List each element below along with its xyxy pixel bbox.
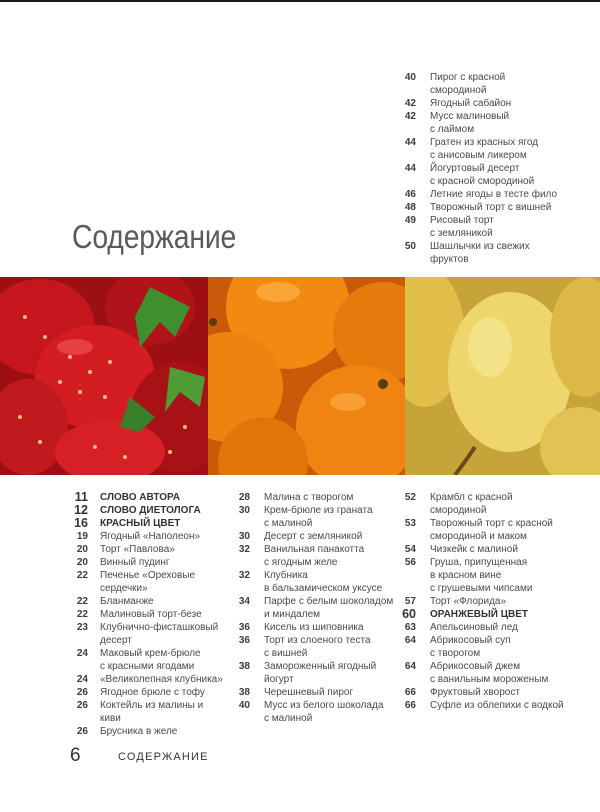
toc-entry (398, 71, 594, 97)
toc-entry-line: СЛОВО АВТОРА (100, 492, 181, 503)
toc-page-number: 64 (404, 635, 416, 646)
toc-column-1 (66, 491, 226, 738)
toc-entry-line: с красной смородиной (430, 176, 535, 187)
page-title: Содержание (72, 218, 237, 255)
toc-entry-line: Ягодный сабайон (430, 98, 512, 109)
toc-page-number: 36 (238, 622, 250, 633)
toc-entry-title (100, 595, 226, 608)
toc-entry-line: йогурт (264, 674, 294, 685)
toc-entry (398, 136, 594, 162)
toc-column-3 (398, 491, 594, 712)
toc-entry (66, 543, 226, 556)
pears-photo (405, 277, 600, 475)
toc-entry-title (264, 543, 398, 569)
toc-entry-line: Винный пудинг (100, 557, 170, 568)
toc-page-number: 57 (404, 596, 416, 607)
toc-page-number: 40 (238, 700, 250, 711)
toc-entry-line: Бланманже (100, 596, 154, 607)
toc-entry-title (264, 491, 398, 504)
toc-page-number: 22 (76, 596, 88, 607)
toc-page-number: 66 (404, 700, 416, 711)
toc-page-number: 11 (74, 490, 88, 504)
toc-entry-line: Замороженный ягодный (264, 661, 377, 672)
toc-entry-line: десерт (100, 635, 132, 646)
toc-entry-title (430, 162, 594, 188)
toc-entry-title (264, 634, 398, 660)
toc-entry-line: с лаймом (430, 124, 475, 135)
toc-page-number: 16 (74, 516, 88, 530)
toc-entry-line: с творогом (430, 648, 481, 659)
toc-entry-title (430, 595, 594, 608)
toc-entry (398, 110, 594, 136)
toc-entry-line: Ванильная панакотта (264, 544, 365, 555)
toc-page-number: 28 (238, 492, 250, 503)
toc-entry-line: Мусс из белого шоколада (264, 700, 384, 711)
toc-entry (398, 660, 594, 686)
toc-entry-title (100, 504, 226, 517)
toc-page-number: 20 (76, 544, 88, 555)
toc-entry-title (100, 543, 226, 556)
toc-entry-title (100, 569, 226, 595)
toc-entry (232, 569, 398, 595)
toc-entry-line: Торт «Флорида» (430, 596, 507, 607)
toc-page-number: 36 (238, 635, 250, 646)
toc-page-number: 24 (76, 674, 88, 685)
toc-entry (66, 595, 226, 608)
toc-page-number: 20 (76, 557, 88, 568)
toc-entry (66, 725, 226, 738)
toc-entry-line: Йогуртовый десерт (430, 163, 520, 174)
toc-page-number: 26 (76, 726, 88, 737)
toc-entry (398, 634, 594, 660)
toc-entry-line: КРАСНЫЙ ЦВЕТ (100, 518, 181, 529)
toc-page-number: 34 (238, 596, 250, 607)
toc-entry-line: Парфе с белым шоколадом (264, 596, 394, 607)
toc-entry-line: смородиной (430, 85, 487, 96)
toc-entry (398, 162, 594, 188)
toc-entry-line: Маковый крем-брюле (100, 648, 201, 659)
toc-entry (232, 543, 398, 569)
toc-entry (398, 699, 594, 712)
toc-entry-line: Мусс малиновый (430, 111, 510, 122)
toc-entry (398, 686, 594, 699)
toc-entry-line: Крем-брюле из граната (264, 505, 373, 516)
toc-entry-line: Абрикосовый джем (430, 661, 521, 672)
toc-entry-title (264, 569, 398, 595)
toc-page-number: 42 (404, 98, 416, 109)
toc-entry-title (430, 214, 594, 240)
toc-entry-line: Суфле из облепихи с водкой (430, 700, 564, 711)
toc-entry (66, 621, 226, 647)
toc-entry (398, 97, 594, 110)
toc-entry-title (264, 699, 398, 725)
toc-entry-title (430, 634, 594, 660)
toc-entry-line: Чизкейк с малиной (430, 544, 518, 555)
toc-entry (398, 556, 594, 595)
toc-entry (66, 673, 226, 686)
toc-entry-line: Творожный торт с вишней (430, 202, 552, 213)
toc-entry (66, 699, 226, 725)
toc-entry-line: Груша, припущенная (430, 557, 528, 568)
toc-page-number: 22 (76, 609, 88, 620)
oranges-photo (208, 277, 405, 475)
toc-entry-line: с малиной (264, 713, 313, 724)
toc-entry-line: с малиной (264, 518, 313, 529)
toc-page-number: 48 (404, 202, 416, 213)
toc-entry-title (264, 504, 398, 530)
toc-entry-title (430, 556, 594, 595)
toc-page-number: 63 (404, 622, 416, 633)
toc-entry-title (100, 647, 226, 673)
toc-entry-line: Торт из слоеного теста (264, 635, 371, 646)
toc-entry (398, 201, 594, 214)
toc-page-number: 23 (76, 622, 88, 633)
toc-entry (398, 543, 594, 556)
toc-column-2 (232, 491, 398, 725)
toc-entry (66, 530, 226, 543)
toc-entry-title (430, 686, 594, 699)
toc-entry-line: с ванильным мороженым (430, 674, 549, 685)
toc-entry-title (264, 660, 398, 686)
toc-entry-title (430, 188, 594, 201)
toc-page-number: 32 (238, 570, 250, 581)
toc-entry-line: Печенье «Ореховые (100, 570, 196, 581)
toc-entry (232, 621, 398, 634)
toc-page-number: 46 (404, 189, 416, 200)
toc-entry-title (430, 110, 594, 136)
toc-page-number: 42 (404, 111, 416, 122)
toc-entry (232, 491, 398, 504)
toc-entry-line: Крамбл с красной (430, 492, 513, 503)
strawberries-photo (0, 277, 208, 475)
toc-entry-title (100, 621, 226, 647)
toc-page-number: 50 (404, 241, 416, 252)
toc-entry-line: с грушевыми чипсами (430, 583, 533, 594)
toc-page-number: 38 (238, 687, 250, 698)
toc-entry-title (430, 608, 594, 621)
toc-page-number: 12 (74, 503, 88, 517)
toc-section-entry (398, 608, 594, 621)
toc-entry-line: Гратен из красных ягод (430, 137, 539, 148)
toc-page-number: 30 (238, 531, 250, 542)
toc-entry-title (264, 621, 398, 634)
toc-entry-title (100, 491, 226, 504)
toc-entry (398, 491, 594, 517)
toc-page-number: 53 (404, 518, 416, 529)
toc-entry (232, 504, 398, 530)
toc-entry-title (100, 673, 226, 686)
toc-page-number: 66 (404, 687, 416, 698)
toc-entry-line: Пирог с красной (430, 72, 506, 83)
toc-entry (66, 686, 226, 699)
toc-entry-title (430, 97, 594, 110)
toc-entry-line: Малиновый торт-безе (100, 609, 202, 620)
toc-section-entry (66, 517, 226, 530)
toc-entry (232, 634, 398, 660)
top-rule (0, 0, 600, 2)
toc-entry-line: с земляникой (430, 228, 493, 239)
toc-entry-line: СЛОВО ДИЕТОЛОГА (100, 505, 201, 516)
toc-entry (232, 595, 398, 621)
toc-entry (232, 530, 398, 543)
toc-entry-line: в бальзамическом уксусе (264, 583, 383, 594)
toc-entry-line: Брусника в желе (100, 726, 178, 737)
toc-entry-line: Апельсиновый лед (430, 622, 518, 633)
toc-entry-title (430, 491, 594, 517)
toc-entry-line: Клубнично-фисташковый (100, 622, 219, 633)
toc-entry-line: Коктейль из малины и киви (100, 700, 204, 724)
toc-entry-line: с красными ягодами (100, 661, 195, 672)
toc-page-number: 44 (404, 163, 416, 174)
toc-top-list (398, 71, 594, 266)
toc-page-number: 26 (76, 700, 88, 711)
toc-section-entry (66, 504, 226, 517)
toc-page-number: 60 (402, 607, 416, 621)
toc-entry-line: Кисель из шиповника (264, 622, 364, 633)
toc-entry-line: с ягодным желе (264, 557, 338, 568)
toc-entry (398, 240, 594, 266)
toc-entry-line: ОРАНЖЕВЫЙ ЦВЕТ (430, 609, 529, 620)
toc-entry-line: сердечки» (100, 583, 148, 594)
toc-entry-line: Малина с творогом (264, 492, 354, 503)
toc-page-number: 64 (404, 661, 416, 672)
toc-entry-line: Клубника (264, 570, 308, 581)
toc-entry-line: Ягодный «Наполеон» (100, 531, 201, 542)
toc-entry-title (430, 517, 594, 543)
toc-page-number: 38 (238, 661, 250, 672)
toc-entry-line: Торт «Павлова» (100, 544, 175, 555)
toc-entry-line: Рисовый торт (430, 215, 494, 226)
toc-entry (66, 647, 226, 673)
toc-entry-line: Черешневый пирог (264, 687, 354, 698)
photo-strip (0, 277, 600, 475)
toc-page-number: 26 (76, 687, 88, 698)
toc-entry (66, 556, 226, 569)
toc-entry-title (430, 240, 594, 266)
toc-entry-line: в красном вине (430, 570, 502, 581)
toc-entry-title (100, 608, 226, 621)
toc-entry-title (430, 71, 594, 97)
toc-entry (66, 569, 226, 595)
running-footer-label: СОДЕРЖАНИЕ (118, 751, 209, 763)
toc-entry-line: Десерт с земляникой (264, 531, 363, 542)
toc-entry-title (430, 136, 594, 162)
toc-entry (398, 214, 594, 240)
toc-entry-title (100, 686, 226, 699)
toc-page-number: 52 (404, 492, 416, 503)
toc-entry (66, 608, 226, 621)
toc-entry-line: «Великолепная клубника» (100, 674, 223, 685)
toc-entry-line: с анисовым ликером (430, 150, 527, 161)
toc-page-number: 32 (238, 544, 250, 555)
toc-page-number: 40 (404, 72, 416, 83)
toc-entry-line: с вишней (264, 648, 308, 659)
toc-entry-title (100, 725, 226, 738)
toc-entry-title (430, 201, 594, 214)
toc-entry-line: фруктов (430, 254, 469, 265)
toc-entry-title (430, 543, 594, 556)
toc-page-number: 44 (404, 137, 416, 148)
toc-entry-line: Творожный торт с красной (430, 518, 553, 529)
toc-entry-line: и миндалем (264, 609, 321, 620)
toc-entry-title (264, 530, 398, 543)
toc-entry-line: смородиной и маком (430, 531, 527, 542)
toc-entry-title (100, 699, 226, 725)
toc-entry (398, 621, 594, 634)
toc-page-number: 54 (404, 544, 416, 555)
page-number: 6 (70, 745, 81, 766)
toc-entry-line: Ягодное брюле с тофу (100, 687, 205, 698)
toc-entry (398, 517, 594, 543)
toc-page-number: 49 (404, 215, 416, 226)
toc-entry-line: Фруктовый хворост (430, 687, 520, 698)
toc-page-number: 24 (76, 648, 88, 659)
toc-entry-title (430, 699, 594, 712)
toc-entry (232, 686, 398, 699)
toc-section-entry (66, 491, 226, 504)
toc-entry (232, 699, 398, 725)
toc-entry-title (100, 530, 226, 543)
toc-entry-line: Летние ягоды в тесте фило (430, 189, 558, 200)
toc-entry-line: смородиной (430, 505, 487, 516)
toc-entry-title (100, 517, 226, 530)
toc-page-number: 56 (404, 557, 416, 568)
toc-entry (232, 660, 398, 686)
toc-entry-title (430, 660, 594, 686)
toc-page-number: 19 (76, 531, 88, 542)
toc-entry-title (100, 556, 226, 569)
toc-entry-line: Абрикосовый суп (430, 635, 511, 646)
toc-entry-title (264, 595, 398, 621)
toc-entry-title (264, 686, 398, 699)
toc-page-number: 22 (76, 570, 88, 581)
toc-entry-line: Шашлычки из свежих (430, 241, 530, 252)
toc-entry-title (430, 621, 594, 634)
toc-entry (398, 188, 594, 201)
toc-entry (398, 595, 594, 608)
toc-page-number: 30 (238, 505, 250, 516)
